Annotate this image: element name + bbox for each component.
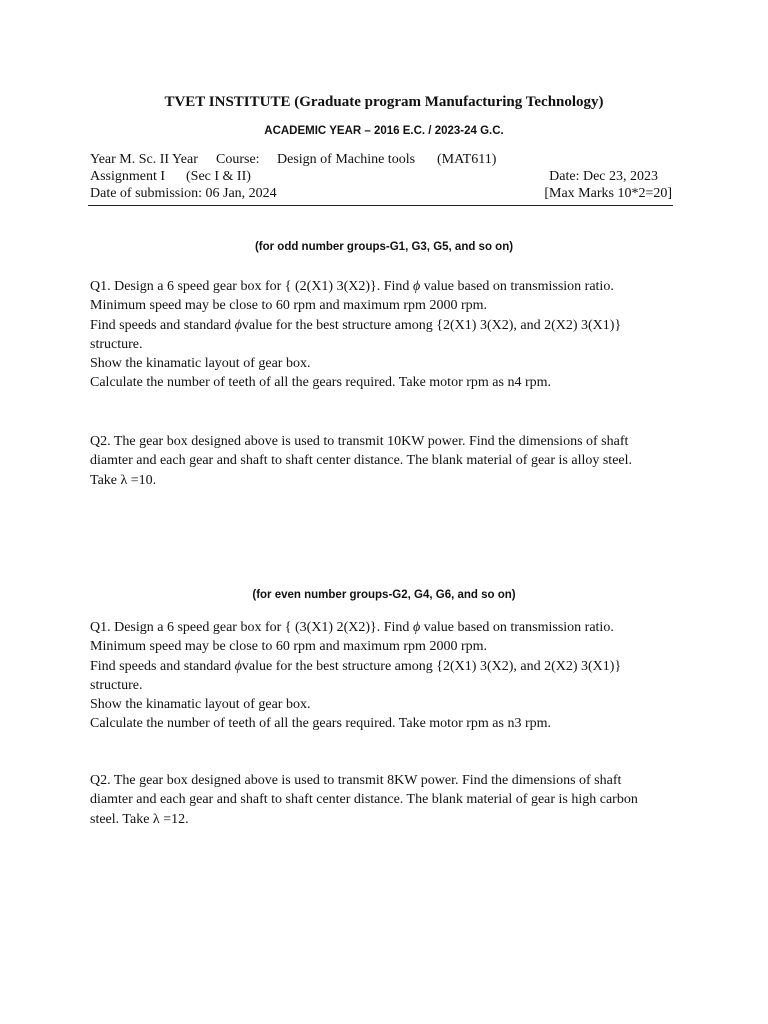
even-q2-line1: Q2. The gear box designed above is used to transmit 8KW power. Find the dimensions of shaft — [90, 773, 622, 788]
odd-q1-line4: structure. — [90, 336, 143, 352]
max-marks: [Max Marks 10*2=20] — [544, 186, 672, 201]
odd-q1-line2: Minimum speed may be close to 60 rpm and maximum rpm 2000 rpm. — [90, 298, 487, 314]
odd-q1-line6: Calculate the number of teeth of all the gears required. Take motor rpm as n4 rpm. — [90, 375, 551, 391]
course-name: Design of Machine tools — [277, 152, 416, 167]
assignment-date: Date: Dec 23, 2023 — [549, 169, 658, 184]
even-q1-line2: Minimum speed may be close to 60 rpm and maximum rpm 2000 rpm. — [90, 639, 487, 655]
even-q1-line5: Show the kinamatic layout of gear box. — [90, 697, 311, 713]
course-code: (MAT611) — [437, 152, 497, 167]
even-q2-line2: diamter and each gear and shaft to shaft center distance. The blank material of gear is high carbon — [90, 792, 638, 808]
even-q1-line4: structure. — [90, 677, 143, 693]
phi-symbol: ϕ — [412, 620, 421, 635]
odd-q1-line5: Show the kinamatic layout of gear box. — [90, 356, 311, 372]
meta-row-submission — [90, 185, 672, 203]
meta-row-course — [90, 151, 672, 169]
even-q1-line1: Q1. Design a 6 speed gear box for { (3(X1) 2(X2)}. Find ϕ value based on transmission ratio. — [90, 620, 614, 635]
even-q2-line3: steel. Take λ =12. — [90, 811, 189, 827]
phi-symbol: ϕ — [234, 658, 242, 674]
phi-symbol: ϕ — [234, 317, 242, 333]
odd-q1 — [90, 277, 680, 393]
even-groups-heading: (for even number groups-G2, G4, G6, and so on) — [252, 589, 516, 601]
assignment-label: Assignment I — [90, 169, 166, 184]
year-label: Year M. Sc. II Year — [90, 152, 198, 167]
even-q1-line6: Calculate the number of teeth of all the gears required. Take motor rpm as n3 rpm. — [90, 716, 551, 732]
odd-q1-line3: Find speeds and standard ϕvalue for the best structure among {2(X1) 3(X2), and 2(X2) 3(X1)} — [90, 317, 622, 333]
odd-q2-line1: Q2. The gear box designed above is used to transmit 10KW power. Find the dimensions of shaft — [90, 434, 629, 449]
institute-title: TVET INSTITUTE (Graduate program Manufacturing Technology) — [164, 94, 604, 110]
even-q2 — [90, 771, 680, 829]
odd-q2-line2: diamter and each gear and shaft to shaft center distance. The blank material of gear is alloy steel. — [90, 453, 633, 469]
meta-row-assignment — [90, 168, 672, 186]
odd-q2-line3: Take λ =10. — [90, 472, 157, 488]
odd-q2 — [90, 432, 680, 490]
academic-year: ACADEMIC YEAR – 2016 E.C. / 2023-24 G.C. — [264, 125, 504, 137]
odd-groups-heading: (for odd number groups-G1, G3, G5, and so on) — [254, 241, 514, 253]
section-label: (Sec I & II) — [186, 169, 251, 184]
even-q1-line3: Find speeds and standard ϕvalue for the best structure among {2(X1) 3(X2), and 2(X2) 3(X1)} — [90, 658, 622, 674]
submission-date: Date of submission: 06 Jan, 2024 — [90, 186, 277, 201]
phi-symbol: ϕ — [412, 279, 421, 294]
course-label: Course: — [216, 152, 260, 167]
even-q1 — [90, 618, 680, 734]
odd-q1-line1: Q1. Design a 6 speed gear box for { (2(X1) 3(X2)}. Find ϕ value based on transmission ratio. — [90, 279, 614, 294]
header-divider — [88, 205, 673, 206]
